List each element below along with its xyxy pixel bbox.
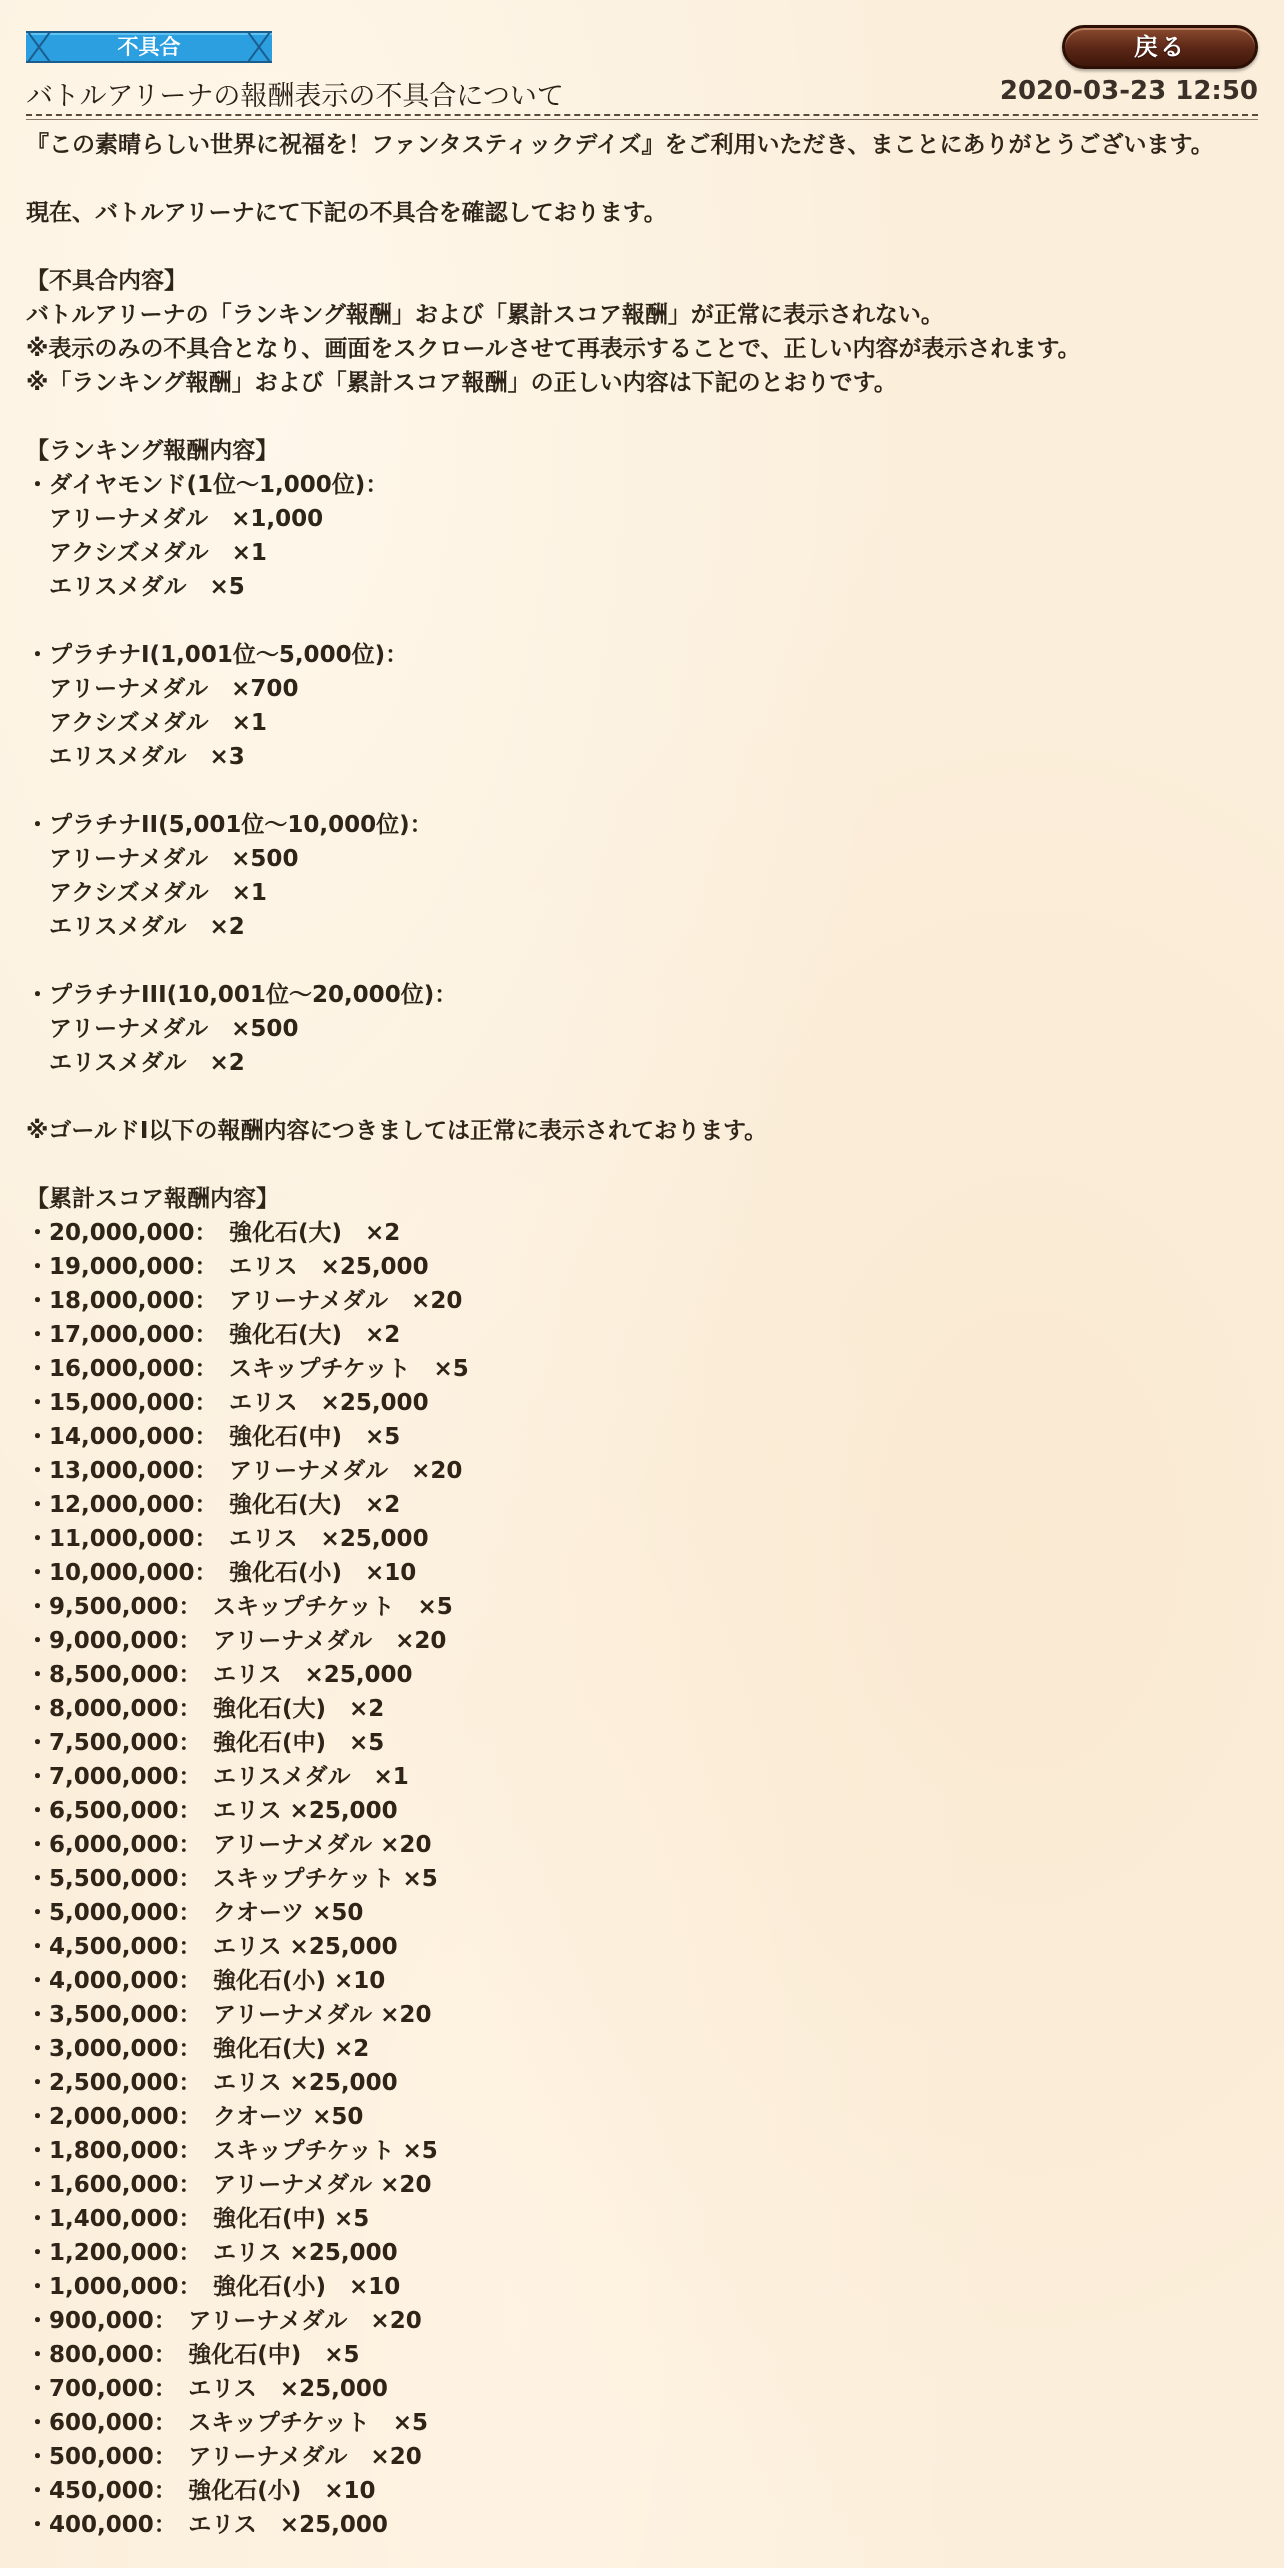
article-line: ・8,000,000： 強化石(大) ×2 — [26, 1696, 385, 1722]
article-line: ・2,500,000： エリス ×25,000 — [26, 2070, 398, 2096]
article-line: ・15,000,000： エリス ×25,000 — [26, 1390, 429, 1416]
article-line: ※ゴールドⅠ以下の報酬内容につきましては正常に表示されております。 — [26, 1118, 768, 1144]
notice-title: バトルアリーナの報酬表示の不具合について — [26, 81, 564, 112]
article-line: アリーナメダル ×500 — [26, 846, 299, 872]
article-line: ・3,500,000： アリーナメダル ×20 — [26, 2002, 432, 2028]
category-badge — [26, 30, 272, 64]
article-line: ・7,500,000： 強化石(中) ×5 — [26, 1730, 385, 1756]
article-line: ・プラチナI(1,001位〜5,000位)： — [26, 642, 409, 668]
article-line: ・4,000,000： 強化石(小) ×10 — [26, 1968, 386, 1994]
article-line: エリスメダル ×3 — [26, 744, 245, 770]
article-line: ・13,000,000： アリーナメダル ×20 — [26, 1458, 463, 1484]
article-line: エリスメダル ×2 — [26, 1050, 245, 1076]
article-line: ・800,000： 強化石(中) ×5 — [26, 2342, 360, 2368]
article-line: ・2,000,000： クオーツ ×50 — [26, 2104, 364, 2130]
header-divider — [26, 114, 1258, 116]
article-line — [26, 162, 1258, 196]
article-line: ・1,000,000： 強化石(小) ×10 — [26, 2274, 401, 2300]
article-line: ・17,000,000： 強化石(大) ×2 — [26, 1322, 401, 1348]
article-line: ※表示のみの不具合となり、画面をスクロールさせて再表示することで、正しい内容が表示されます。 — [26, 336, 1081, 362]
article-line: ・プラチナII(5,001位〜10,000位)： — [26, 812, 433, 838]
article-line: ・900,000： アリーナメダル ×20 — [26, 2308, 422, 2334]
article-line: ・16,000,000： スキップチケット ×5 — [26, 1356, 469, 1382]
article-line: ・ダイヤモンド(1位〜1,000位)： — [26, 472, 389, 498]
article-line: ・600,000： スキップチケット ×5 — [26, 2410, 429, 2436]
back-button-label: 戻る — [1134, 33, 1186, 61]
notice-body — [26, 128, 1258, 2542]
article-line: ・9,000,000： アリーナメダル ×20 — [26, 1628, 447, 1654]
article-line: アリーナメダル ×1,000 — [26, 506, 324, 532]
notice-datetime: 2020-03-23 12:50 — [999, 76, 1258, 106]
article-line: ・プラチナIII(10,001位〜20,000位)： — [26, 982, 458, 1008]
article-line — [26, 1080, 1258, 1114]
article-line: ・700,000： エリス ×25,000 — [26, 2376, 388, 2402]
article-line — [26, 604, 1258, 638]
article-line: エリスメダル ×2 — [26, 914, 245, 940]
article-line: エリスメダル ×5 — [26, 574, 245, 600]
article-line — [26, 1148, 1258, 1182]
article-line: アクシズメダル ×1 — [26, 710, 267, 736]
article-line: アクシズメダル ×1 — [26, 540, 267, 566]
article-line: ・3,000,000： 強化石(大) ×2 — [26, 2036, 370, 2062]
article-line: ・9,500,000： スキップチケット ×5 — [26, 1594, 453, 1620]
article-line: ・400,000： エリス ×25,000 — [26, 2512, 388, 2538]
article-line: ・12,000,000： 強化石(大) ×2 — [26, 1492, 401, 1518]
article-line: 【不具合内容】 — [26, 268, 187, 294]
article-line: 【ランキング報酬内容】 — [26, 438, 279, 464]
article-line: ・1,600,000： アリーナメダル ×20 — [26, 2172, 432, 2198]
article-line: ・6,500,000： エリス ×25,000 — [26, 1798, 398, 1824]
article-line — [26, 230, 1258, 264]
article-line: ・10,000,000： 強化石(小) ×10 — [26, 1560, 417, 1586]
article-line: ・1,200,000： エリス ×25,000 — [26, 2240, 398, 2266]
article-line: ・1,800,000： スキップチケット ×5 — [26, 2138, 438, 2164]
article-line: アリーナメダル ×700 — [26, 676, 299, 702]
header-divider-underline — [26, 119, 1258, 120]
article-line: アクシズメダル ×1 — [26, 880, 267, 906]
article-line: ・14,000,000： 強化石(中) ×5 — [26, 1424, 401, 1450]
article-line: ・450,000： 強化石(小) ×10 — [26, 2478, 376, 2504]
article-line — [26, 944, 1258, 978]
article-line — [26, 774, 1258, 808]
article-line: 【累計スコア報酬内容】 — [26, 1186, 279, 1212]
article-line: ・6,000,000： アリーナメダル ×20 — [26, 1832, 432, 1858]
article-line: バトルアリーナの「ランキング報酬」および「累計スコア報酬」が正常に表示されない。 — [26, 302, 944, 328]
article-line: ・20,000,000： 強化石(大) ×2 — [26, 1220, 401, 1246]
article-line: ・7,000,000： エリスメダル ×1 — [26, 1764, 409, 1790]
article-line: ・8,500,000： エリス ×25,000 — [26, 1662, 413, 1688]
article-line: ・11,000,000： エリス ×25,000 — [26, 1526, 429, 1552]
article-line: ・5,000,000： クオーツ ×50 — [26, 1900, 364, 1926]
article-line: ・500,000： アリーナメダル ×20 — [26, 2444, 422, 2470]
article-line: ・4,500,000： エリス ×25,000 — [26, 1934, 398, 1960]
back-button[interactable] — [1062, 25, 1258, 69]
article-line: ・18,000,000： アリーナメダル ×20 — [26, 1288, 463, 1314]
article-line: 現在、バトルアリーナにて下記の不具合を確認しております。 — [26, 200, 667, 226]
article-line: ・19,000,000： エリス ×25,000 — [26, 1254, 429, 1280]
article-line: ※「ランキング報酬」および「累計スコア報酬」の正しい内容は下記のとおりです。 — [26, 370, 897, 396]
category-label: 不具合 — [117, 35, 181, 59]
article-line: ・5,500,000： スキップチケット ×5 — [26, 1866, 438, 1892]
article-line: アリーナメダル ×500 — [26, 1016, 299, 1042]
article-line: ・1,400,000： 強化石(中) ×5 — [26, 2206, 370, 2232]
intro-paragraph: 『この素晴らしい世界に祝福を！ファンタスティックデイズ』をご利用いただき、まことにありがとうございます。 — [26, 132, 1214, 158]
article-line — [26, 400, 1258, 434]
